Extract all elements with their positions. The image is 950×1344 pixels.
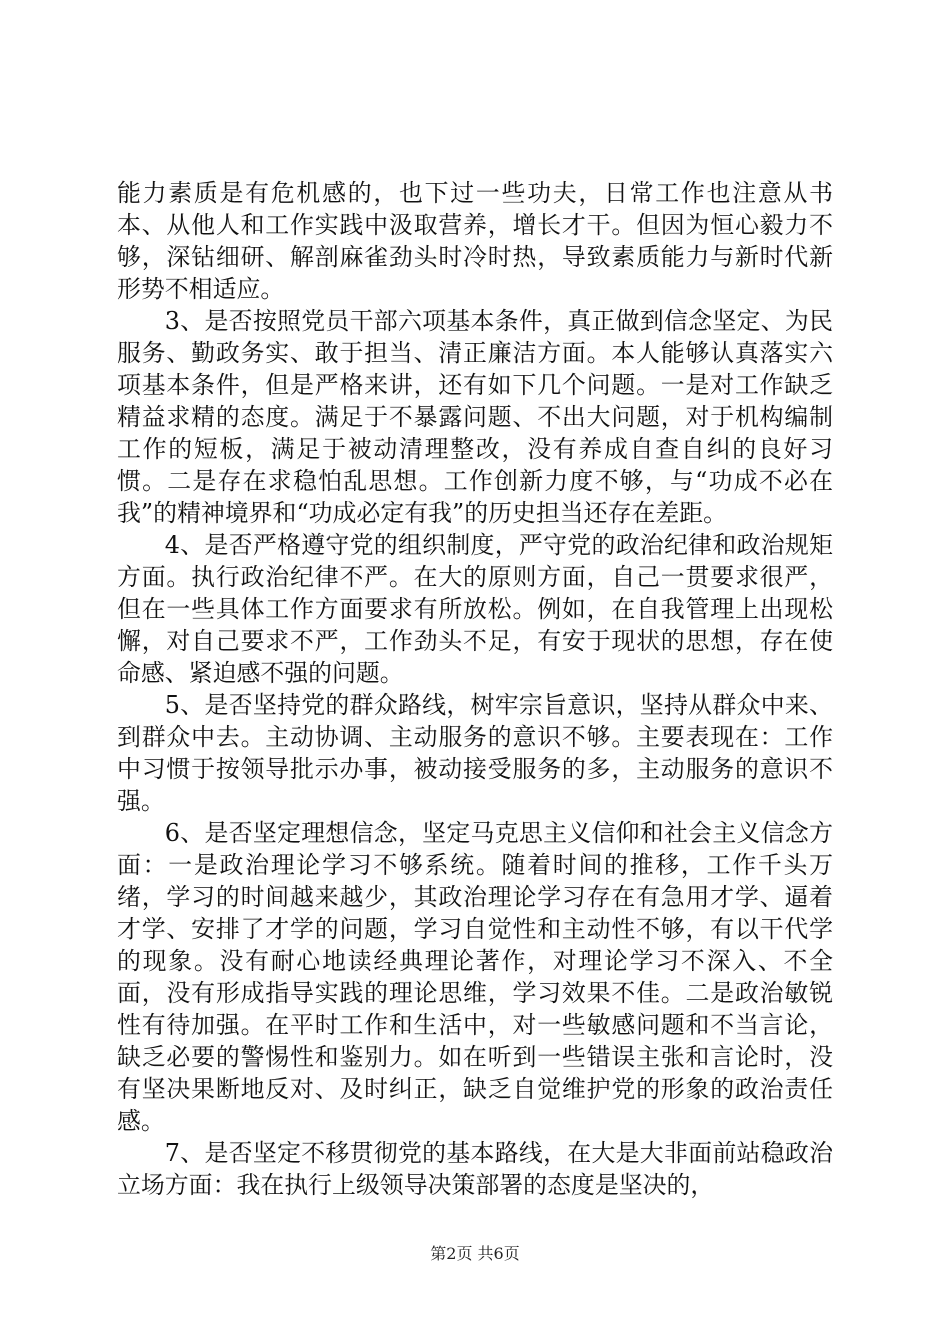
page-footer bbox=[0, 1244, 950, 1264]
paragraph-item-6: 6、是否坚定理想信念，坚定马克思主义信仰和社会主义信念方面：一是政治理论学习不够系统。随着时间的推移，工作千头万绪，学习的时间越来越少，其政治理论学习存在有急用才学、逼着才学、安排了才学的问题，学习自觉性和主动性不够，有以干代学的现象。没有耐心地读经典理论著作，对理论学习不深入、不全面，没有形成指导实践的理论思维，学习效果不佳。二是政治敏锐性有待加强。在平时工作和生活中，对一些敏感问题和不当言论，缺乏必要的警惕性和鉴别力。如在听到一些错误主张和言论时，没有坚决果断地反对、及时纠正，缺乏自觉维护党的形象的政治责任感。 bbox=[117, 819, 833, 1135]
paragraph-item-5: 5、是否坚持党的群众路线，树牢宗旨意识，坚持从群众中来、到群众中去。主动协调、主动服务的意识不够。主要表现在：工作中习惯于按领导批示办事，被动接受服务的多，主动服务的意识不强。 bbox=[117, 691, 833, 815]
paragraph-item-4: 4、是否严格遵守党的组织制度，严守党的政治纪律和政治规矩方面。执行政治纪律不严。在大的原则方面，自己一贯要求很严，但在一些具体工作方面要求有所放松。例如，在自我管理上出现松懈，对自己要求不严，工作劲头不足，有安于现状的思想，存在使命感、紧迫感不强的问题。 bbox=[117, 531, 833, 687]
paragraph-continuation: 能力素质是有危机感的，也下过一些功夫，日常工作也注意从书本、从他人和工作实践中汲取营养，增长才干。但因为恒心毅力不够，深钻细研、解剖麻雀劲头时冷时热，导致素质能力与新时代新形势不相适应。 bbox=[117, 179, 833, 303]
document-body bbox=[117, 177, 833, 1201]
paragraph-item-3: 3、是否按照党员干部六项基本条件，真正做到信念坚定、为民服务、勤政务实、敢于担当、清正廉洁方面。本人能够认真落实六项基本条件，但是严格来讲，还有如下几个问题。一是对工作缺乏精益求精的态度。满足于不暴露问题、不出大问题，对于机构编制工作的短板，满足于被动清理整改，没有养成自查自纠的良好习惯。二是存在求稳怕乱思想。工作创新力度不够，与“功成不必在我”的精神境界和“功成必定有我”的历史担当还存在差距。 bbox=[117, 307, 833, 527]
paragraph-item-7: 7、是否坚定不移贯彻党的基本路线，在大是大非面前站稳政治立场方面：我在执行上级领导决策部署的态度是坚决的， bbox=[117, 1139, 833, 1199]
page-number: 第2页 共6页 bbox=[430, 1244, 520, 1263]
